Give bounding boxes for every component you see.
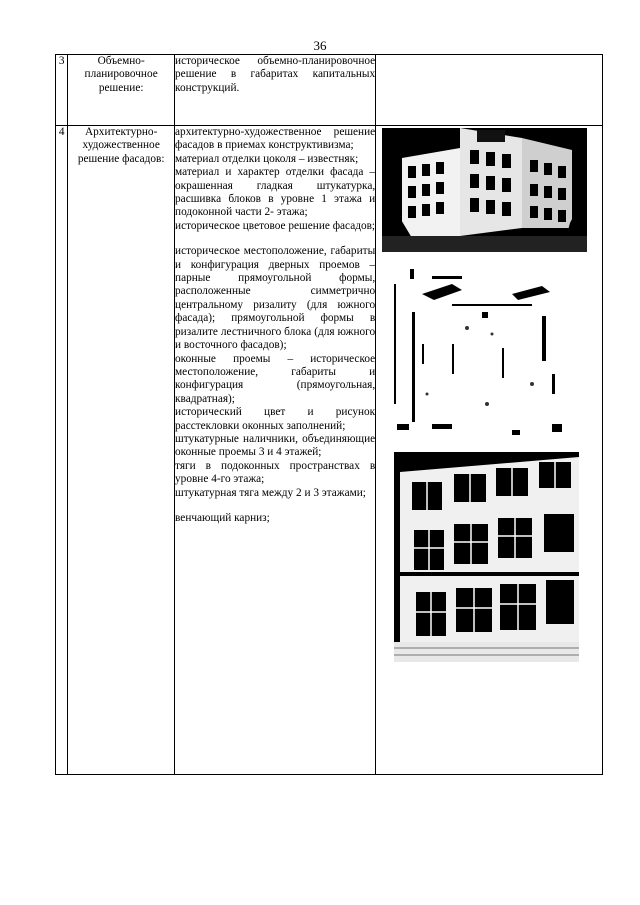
row-name: Объемно-планировочное решение:	[68, 55, 175, 126]
row-name: Архитектурно-художественное решение фасадов:	[68, 126, 175, 775]
description-item: исторический цвет и рисунок расстекловки оконных заполнений;	[175, 406, 376, 432]
paragraph-gap	[175, 233, 375, 245]
description-item: штукатурные наличники, объединяющие оконные проемы 3 и 4 этажей;	[175, 432, 376, 459]
window-detail-photo	[394, 452, 579, 662]
description-item: штукатурная тяга между 2 и 3 этажами;	[175, 486, 366, 499]
row-description	[175, 126, 376, 775]
description-item: историческое местоположение, габариты и конфигурация дверных проемов – парные прямоугольной формы, расположенные симметрично центральному ризалиту (для южного фасада); прямоугольной формы в ризалите лестничного блока (для южного и восточного фасадов);	[175, 245, 376, 352]
row-image-cell	[376, 126, 603, 775]
paragraph-gap	[175, 500, 375, 512]
table-row	[56, 126, 603, 775]
heritage-table	[55, 54, 603, 775]
description-item: оконные проемы – историческое местоположение, габариты и конфигурация (прямоугольная, квадратная);	[175, 352, 376, 405]
description-item: венчающий карниз;	[175, 511, 270, 524]
door-detail-photo	[392, 264, 572, 439]
page-number: 36	[313, 38, 327, 53]
row-number: 3	[56, 55, 68, 126]
row-image-cell	[376, 55, 603, 126]
description-item: историческое объемно-планировочное решение в габаритах капитальных конструкций.	[175, 55, 376, 94]
description-item: материал отделки цоколя – известняк;	[175, 152, 359, 165]
description-item: тяги в подоконных пространствах в уровне 4-го этажа;	[175, 459, 376, 486]
table-row	[56, 55, 603, 126]
row-number: 4	[56, 126, 68, 775]
description-item: архитектурно-художественное решение фасадов в приемах конструктивизма;	[175, 126, 376, 152]
description-item: историческое цветовое решение фасадов;	[175, 219, 376, 232]
description-item: материал и характер отделки фасада – окрашенная гладкая штукатурка, расшивка блоков в уровне 1 этажа и подоконной части 2- этажа;	[175, 166, 376, 219]
building-facade-photo	[382, 128, 587, 252]
row-description	[175, 55, 376, 126]
